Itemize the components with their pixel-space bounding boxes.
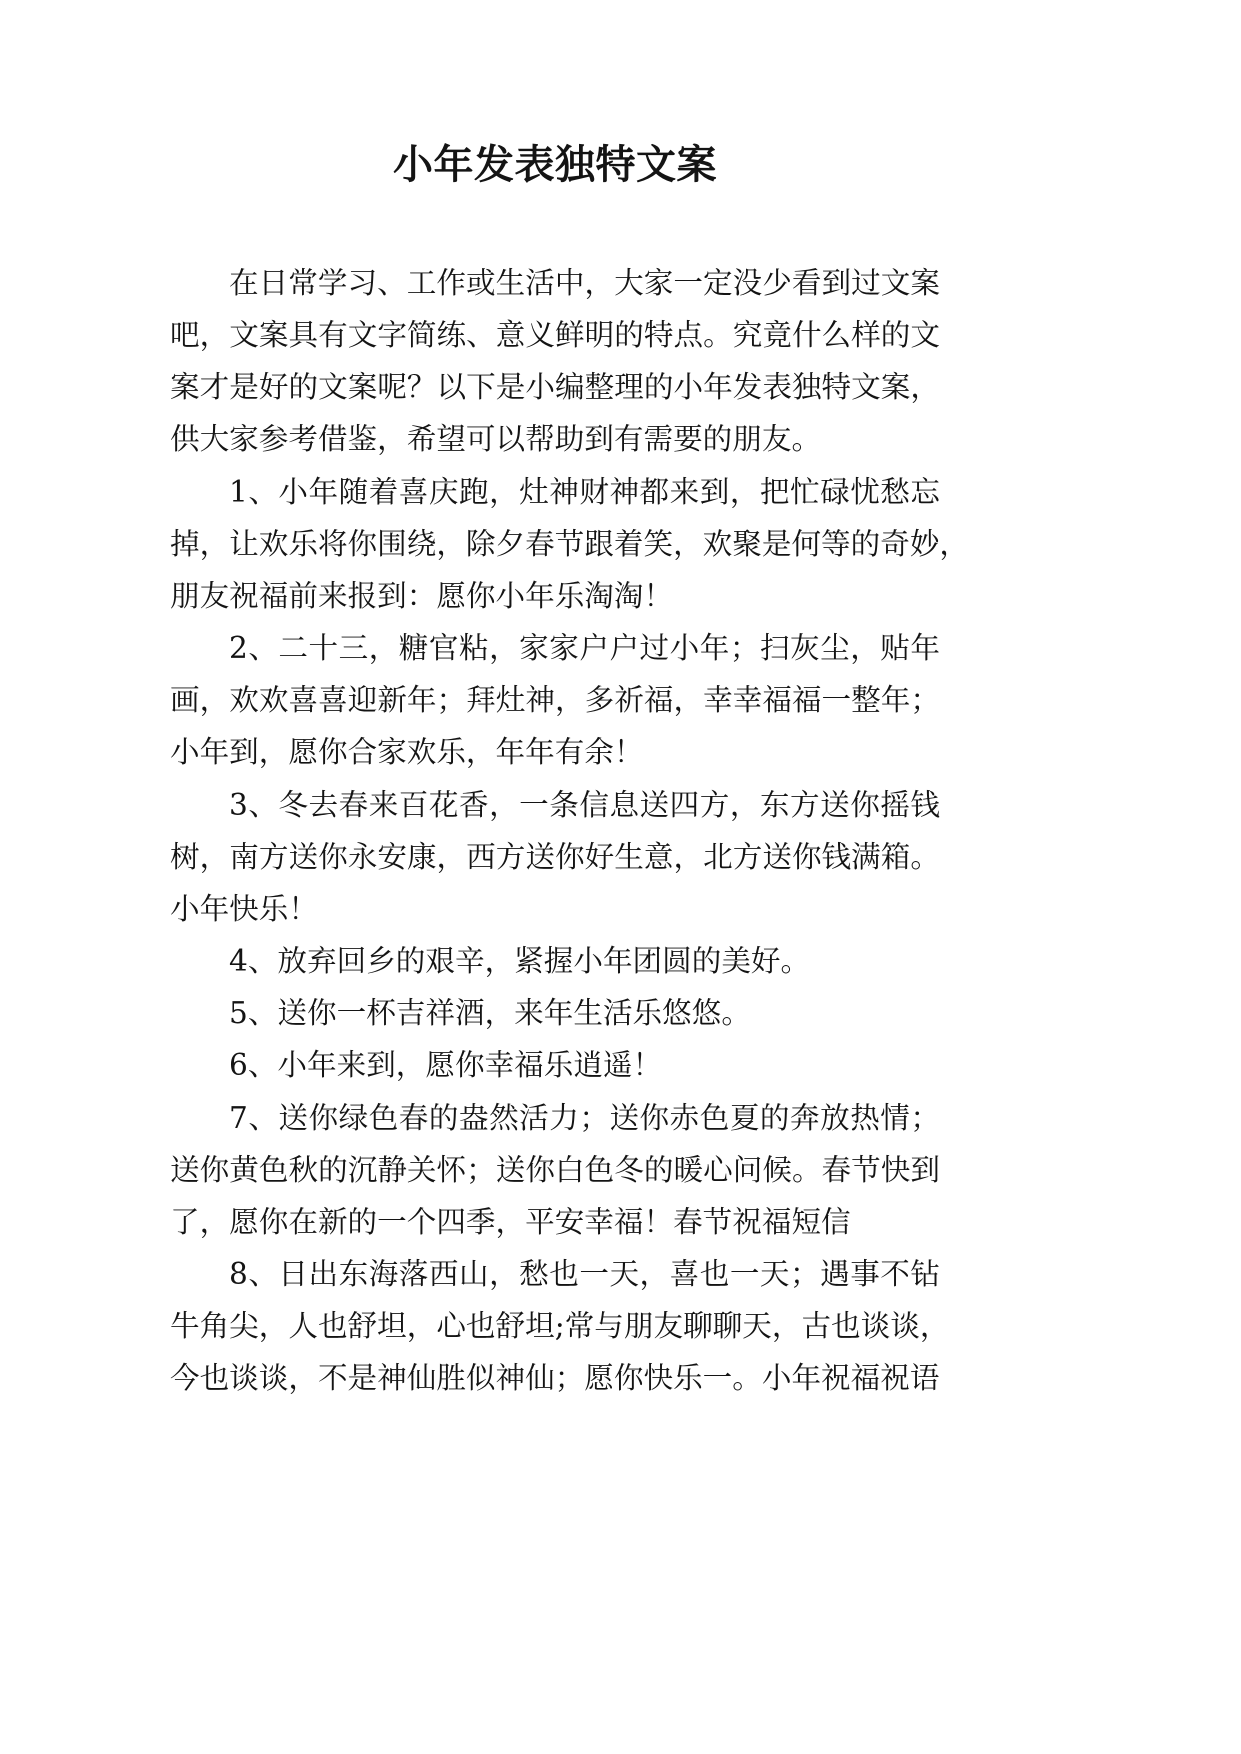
item-paragraph-4 [170, 935, 940, 987]
paragraph-line: 7、送你绿色春的盎然活力；送你赤色夏的奔放热情； [229, 1100, 940, 1135]
paragraph-line: 3、冬去春来百花香，一条信息送四方，东方送你摇钱 [229, 787, 940, 822]
item-paragraph-8 [170, 1248, 950, 1404]
paragraph-line: 小年到，愿你合家欢乐，年年有余！ [170, 735, 644, 770]
intro-paragraph [170, 257, 940, 466]
paragraph-line: 今也谈谈，不是神仙胜似神仙；愿你快乐一。小年祝福祝语 [170, 1361, 940, 1396]
paragraph-line: 掉，让欢乐将你围绕，除夕春节跟着笑，欢聚是何等的奇妙， [170, 526, 970, 561]
paragraph-line: 在日常学习、工作或生活中，大家一定没少看到过文案 [229, 266, 940, 300]
item-paragraph-5 [170, 987, 940, 1039]
item-paragraph-2 [170, 622, 940, 778]
paragraph-line: 8、日出东海落西山，愁也一天，喜也一天；遇事不钻 [229, 1256, 940, 1291]
paragraph-line: 1、小年随着喜庆跑，灶神财神都来到，把忙碌忧愁忘 [229, 474, 940, 509]
paragraph-line: 4、放弃回乡的艰辛，紧握小年团圆的美好。 [229, 944, 811, 979]
paragraph-line: 牛角尖，人也舒坦，心也舒坦;常与朋友聊聊天，古也谈谈， [170, 1309, 950, 1344]
paragraph-line: 供大家参考借鉴，希望可以帮助到有需要的朋友。 [170, 422, 822, 457]
paragraph-line: 5、送你一杯吉祥酒，来年生活乐悠悠。 [229, 996, 751, 1031]
page-title: 小年发表独特文案 [393, 141, 717, 188]
paragraph-line: 画，欢欢喜喜迎新年；拜灶神，多祈福，幸幸福福一整年； [170, 683, 940, 718]
paragraph-line: 2、二十三，糖官粘，家家户户过小年；扫灰尘，贴年 [229, 631, 940, 666]
document-page [170, 0, 970, 1754]
item-paragraph-7 [170, 1092, 940, 1248]
document-body [170, 257, 970, 1404]
paragraph-line: 小年快乐！ [170, 891, 318, 926]
paragraph-line: 了，愿你在新的一个四季，平安幸福！春节祝福短信 [170, 1204, 851, 1239]
paragraph-line: 案才是好的文案呢？以下是小编整理的小年发表独特文案， [170, 370, 940, 405]
paragraph-line: 6、小年来到，愿你幸福乐逍遥！ [229, 1048, 663, 1083]
item-paragraph-1 [170, 466, 970, 622]
paragraph-line: 吧，文案具有文字简练、意义鲜明的特点。究竟什么样的文 [170, 318, 940, 353]
paragraph-line: 朋友祝福前来报到：愿你小年乐淘淘！ [170, 578, 674, 613]
item-paragraph-3 [170, 779, 940, 935]
item-paragraph-6 [170, 1039, 940, 1091]
paragraph-line: 树，南方送你永安康，西方送你好生意，北方送你钱满箱。 [170, 839, 940, 874]
paragraph-line: 送你黄色秋的沉静关怀；送你白色冬的暖心问候。春节快到 [170, 1152, 940, 1187]
